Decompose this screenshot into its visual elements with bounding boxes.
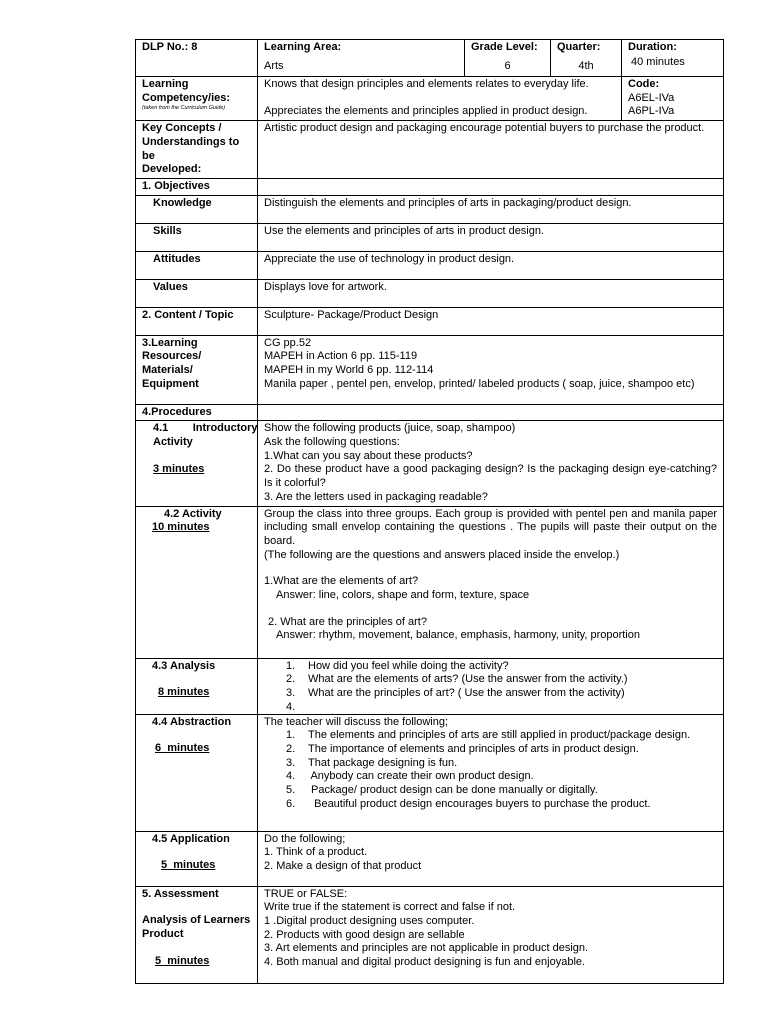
- resources-label-2: Resources/: [142, 350, 202, 363]
- application-line: Do the following;: [264, 832, 346, 845]
- code-cell: [622, 77, 724, 121]
- grade-level-cell: [465, 40, 551, 77]
- intro-label-1: 4.1 Introductory: [153, 422, 258, 435]
- values-text: Displays love for artwork.: [258, 279, 724, 307]
- activity-answer-2: Answer: rhythm, movement, balance, emphasis, harmony, unity, proportion: [276, 629, 640, 642]
- application-row: [136, 831, 724, 886]
- intro-line: 2. Do these product have a good packaging design? Is the packaging design eye-catching? Is it colorful?: [264, 463, 717, 490]
- abstraction-text-cell: [258, 714, 724, 831]
- competency-note: (taken from the Curriculum Guide): [142, 105, 226, 112]
- learning-area-cell: [258, 40, 465, 77]
- abstraction-row: [136, 714, 724, 831]
- assessment-line: Write true if the statement is correct and false if not.: [264, 901, 516, 914]
- resource-line: CG pp.52: [264, 336, 312, 349]
- procedures-heading: 4.Procedures: [142, 405, 212, 418]
- competency-text-cell: [258, 77, 622, 121]
- analysis-time: 8 minutes: [158, 686, 210, 699]
- dlp-number-cell: [136, 40, 258, 77]
- competency-line-2: Appreciates the elements and principles applied in product design.: [264, 104, 588, 117]
- key-concepts-label-3: Developed:: [142, 163, 202, 176]
- intro-label-2: Activity: [153, 436, 193, 449]
- knowledge-label-cell: [136, 195, 258, 223]
- competency-label-1: Learning: [142, 78, 189, 90]
- code-label: Code:: [628, 78, 660, 90]
- knowledge-row: [136, 195, 724, 223]
- activity-question-1: 1.What are the elements of art?: [264, 575, 419, 588]
- skills-label: Skills: [153, 224, 182, 237]
- application-text-cell: [258, 831, 724, 886]
- intro-line: 3. Are the letters used in packaging readable?: [264, 490, 488, 503]
- assessment-row: [136, 886, 724, 983]
- content-row: [136, 307, 724, 335]
- key-concepts-text: Artistic product design and packaging encourage potential buyers to purchase the product.: [258, 121, 724, 179]
- learning-area-value: Arts: [264, 59, 284, 72]
- header-row: [136, 40, 724, 77]
- competency-row: [136, 77, 724, 121]
- resource-line: Manila paper , pentel pen, envelop, printed/ labeled products ( soap, juice, shampoo etc): [264, 377, 695, 390]
- key-concepts-label-cell: [136, 121, 258, 179]
- grade-level-value: 6: [504, 59, 511, 72]
- list-item: 2. What are the elements of arts? (Use the answer from the activity.): [286, 673, 628, 686]
- intro-label-cell: [136, 421, 258, 506]
- dlp-number: DLP No.: 8: [142, 41, 198, 53]
- competency-label-2: Competency/ies:: [142, 91, 231, 104]
- activity-time: 10 minutes: [152, 521, 210, 534]
- assessment-line: 1 .Digital product designing uses computer.: [264, 914, 475, 927]
- list-item: 4. Anybody can create their own product design.: [286, 770, 534, 783]
- activity-answer-1: Answer: line, colors, shape and form, texture, space: [276, 589, 530, 602]
- knowledge-label: Knowledge: [153, 196, 212, 209]
- assessment-line: 2. Products with good design are sellable: [264, 928, 465, 941]
- list-item: 6. Beautiful product design encourages buyers to purchase the product.: [286, 797, 651, 810]
- resources-text-cell: [258, 335, 724, 404]
- attitudes-label: Attitudes: [153, 252, 201, 265]
- list-item: 3. That package designing is fun.: [286, 756, 458, 769]
- learning-area-label: Learning Area:: [264, 41, 342, 53]
- analysis-label: 4.3 Analysis: [152, 659, 216, 672]
- values-label-cell: [136, 279, 258, 307]
- intro-line: Ask the following questions:: [264, 436, 400, 449]
- competency-line-1: Knows that design principles and elements relates to everyday life.: [264, 78, 589, 90]
- activity-row: [136, 506, 724, 658]
- competency-label-cell: [136, 77, 258, 121]
- abstraction-list: [264, 729, 717, 811]
- dlp-table: [135, 39, 724, 984]
- activity-question-2: 2. What are the principles of art?: [268, 615, 427, 628]
- application-label: 4.5 Application: [152, 832, 230, 845]
- intro-text-cell: [258, 421, 724, 506]
- application-time: 5 minutes: [161, 859, 216, 872]
- assessment-sub-label-1: Analysis of Learners: [142, 914, 251, 927]
- activity-label-cell: [136, 506, 258, 658]
- assessment-label-cell: [136, 886, 258, 983]
- resource-line: MAPEH in my World 6 pp. 112-114: [264, 364, 434, 377]
- intro-line: Show the following products (juice, soap, shampoo): [264, 422, 516, 435]
- list-item: 3. What are the principles of art? ( Use the answer from the activity): [286, 686, 625, 699]
- key-concepts-label-2: Understandings to be: [142, 135, 240, 162]
- values-row: [136, 279, 724, 307]
- list-item: 1. The elements and principles of arts are still applied in product/package design.: [286, 729, 691, 742]
- activity-para-2: (The following are the questions and answers placed inside the envelop.): [264, 548, 620, 561]
- attitudes-row: [136, 251, 724, 279]
- procedures-heading-cell: [136, 404, 258, 421]
- duration-label: Duration:: [628, 41, 677, 53]
- assessment-label: 5. Assessment: [142, 887, 219, 900]
- activity-para-1: Group the class into three groups. Each group is provided with pentel pen and manila paper including small envelop containing the questions . The pupils will paste their output on the board.: [264, 507, 717, 547]
- list-item: 5. Package/ product design can be done manually or digitally.: [286, 784, 598, 797]
- activity-label: 4.2 Activity: [164, 507, 222, 520]
- assessment-line: 3. Art elements and principles are not applicable in product design.: [264, 942, 589, 955]
- intro-activity-row: [136, 421, 724, 506]
- objectives-heading: 1. Objectives: [142, 179, 210, 192]
- abstraction-label: 4.4 Abstraction: [152, 715, 232, 728]
- resources-label-cell: [136, 335, 258, 404]
- intro-line: 1.What can you say about these products?: [264, 449, 473, 462]
- resources-label-1: 3.Learning: [142, 336, 198, 349]
- key-concepts-row: [136, 121, 724, 179]
- analysis-label-cell: [136, 658, 258, 714]
- skills-text: Use the elements and principles of arts in product design.: [258, 223, 724, 251]
- skills-row: [136, 223, 724, 251]
- resources-row: [136, 335, 724, 404]
- attitudes-label-cell: [136, 251, 258, 279]
- resources-label-3: Materials/ Equipment: [142, 364, 199, 390]
- application-label-cell: [136, 831, 258, 886]
- procedures-heading-row: [136, 404, 724, 421]
- abstraction-time: 6 minutes: [155, 742, 210, 755]
- resource-line: MAPEH in Action 6 pp. 115-119: [264, 350, 418, 363]
- assessment-text-cell: [258, 886, 724, 983]
- code-2: A6PL-IVa: [628, 105, 675, 118]
- skills-label-cell: [136, 223, 258, 251]
- objectives-heading-cell: [136, 178, 258, 195]
- abstraction-intro: The teacher will discuss the following;: [264, 715, 449, 728]
- grade-level-label: Grade Level:: [471, 41, 538, 53]
- intro-time: 3 minutes: [153, 462, 205, 475]
- content-text: Sculpture- Package/Product Design: [258, 307, 724, 335]
- analysis-list-cell: [258, 658, 724, 714]
- abstraction-label-cell: [136, 714, 258, 831]
- analysis-row: [136, 658, 724, 714]
- assessment-time: 5 minutes: [155, 954, 210, 967]
- duration-cell: [622, 40, 724, 77]
- activity-text-cell: [258, 506, 724, 658]
- assessment-line: TRUE or FALSE:: [264, 887, 348, 900]
- key-concepts-label-1: Key Concepts /: [142, 122, 222, 135]
- duration-value: 40 minutes: [631, 55, 685, 68]
- objectives-heading-row: [136, 178, 724, 195]
- knowledge-text: Distinguish the elements and principles of arts in packaging/product design.: [258, 195, 724, 223]
- code-1: A6EL-IVa: [628, 91, 675, 104]
- assessment-line: 4. Both manual and digital product designing is fun and enjoyable.: [264, 956, 586, 969]
- list-item: 2. The importance of elements and principles of arts in product design.: [286, 742, 639, 755]
- quarter-value: 4th: [578, 59, 594, 72]
- quarter-label: Quarter:: [557, 41, 601, 53]
- application-line: 1. Think of a product.: [264, 846, 368, 859]
- assessment-sub-label-2: Product: [142, 927, 184, 940]
- attitudes-text: Appreciate the use of technology in product design.: [258, 251, 724, 279]
- quarter-cell: [551, 40, 622, 77]
- application-line: 2. Make a design of that product: [264, 859, 422, 872]
- analysis-list: 1. How did you feel while doing the activity? 2. What are the elements of arts? (Use the answer from the activity.) 3. What are the principles of art? ( Use the answer from the activity) 4.: [264, 660, 717, 701]
- content-label: 2. Content / Topic: [142, 308, 234, 321]
- content-label-cell: [136, 307, 258, 335]
- list-item: 1. How did you feel while doing the activity?: [286, 659, 509, 672]
- values-label: Values: [153, 280, 188, 293]
